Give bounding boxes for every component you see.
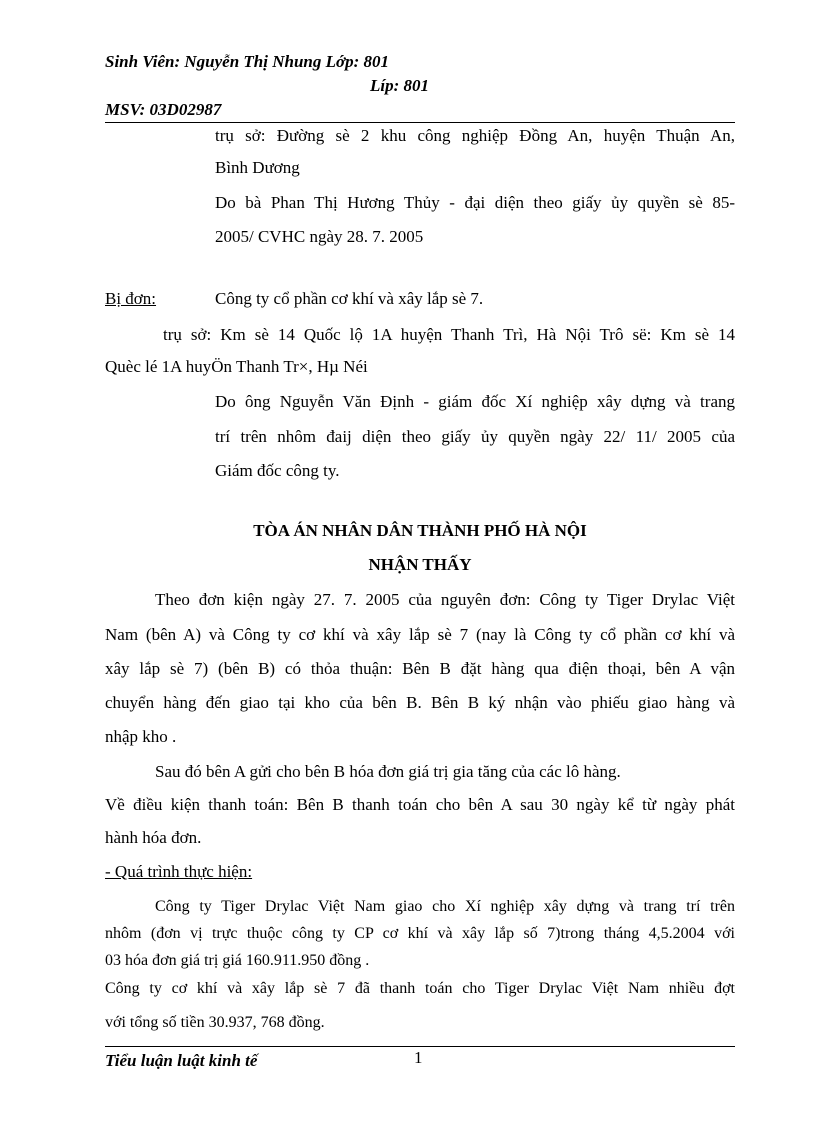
defendant-representative-line2: trí trên nhôm đaij diện theo giấy ủy quyền ngày 22/ 11/ 2005 của bbox=[215, 427, 735, 446]
body-p4-line1: Công ty Tiger Drylac Việt Nam giao cho Xí nghiệp xây dựng và trang trí trên bbox=[155, 898, 735, 915]
defendant-name: Công ty cổ phần cơ khí và xây lắp sè 7. bbox=[215, 289, 484, 308]
defendant-representative-line1: Do ông Nguyễn Văn Định - giám đốc Xí nghiệp xây dựng và trang bbox=[215, 392, 735, 411]
court-title: TÒA ÁN NHÂN DÂN THÀNH PHỐ HÀ NỘI bbox=[253, 521, 587, 540]
body-p1-line2: Nam (bên A) và Công ty cơ khí và xây lắp sè 7 (nay là Công ty cổ phần cơ khí và bbox=[105, 625, 735, 644]
body-p3-line2: hành hóa đơn. bbox=[105, 828, 202, 847]
plaintiff-representative-line2: 2005/ CVHC ngày 28. 7. 2005 bbox=[215, 227, 424, 246]
header-class: Líp: 801 bbox=[370, 76, 430, 95]
defendant-address-line2: Quèc lé 1A huyÖn Thanh Tr×, Hµ Néi bbox=[105, 357, 368, 376]
plaintiff-address-line2: Bình Dương bbox=[215, 158, 300, 177]
body-p4-line2: nhôm (đơn vị trực thuộc công ty CP cơ khí và xây lắp số 7)trong tháng 4,5.2004 với bbox=[105, 925, 735, 942]
body-p5-line1: Công ty cơ khí và xây lắp sè 7 đã thanh toán cho Tiger Drylac Việt Nam nhiều đợt bbox=[105, 980, 735, 997]
section-title: NHẬN THẤY bbox=[368, 555, 472, 574]
defendant-address-line1: trụ sở: Km sè 14 Quốc lộ 1A huyện Thanh Trì, Hà Nội Trô së: Km sè 14 bbox=[163, 325, 735, 344]
process-heading: - Quá trình thực hiện: bbox=[105, 862, 253, 881]
header-rule bbox=[105, 122, 735, 123]
page-number: 1 bbox=[414, 1048, 423, 1067]
defendant-label: Bị đơn: bbox=[105, 289, 157, 308]
header-student-name: Sinh Viên: Nguyễn Thị Nhung Lớp: 801 bbox=[105, 52, 390, 71]
footer-title: Tiểu luận luật kinh tế bbox=[105, 1051, 258, 1070]
body-p1-line5: nhập kho . bbox=[105, 727, 177, 746]
plaintiff-address-line1: trụ sở: Đường sè 2 khu công nghiệp Đồng An, huyện Thuận An, bbox=[215, 126, 735, 145]
body-p1-line1: Theo đơn kiện ngày 27. 7. 2005 của nguyên đơn: Công ty Tiger Drylac Việt bbox=[155, 590, 735, 609]
header-student-id: MSV: 03D02987 bbox=[105, 100, 222, 119]
body-p3-line1: Về điều kiện thanh toán: Bên B thanh toán cho bên A sau 30 ngày kể từ ngày phát bbox=[105, 795, 735, 814]
body-p5-line2: với tổng số tiền 30.937, 768 đồng. bbox=[105, 1014, 325, 1031]
body-p2: Sau đó bên A gửi cho bên B hóa đơn giá trị gia tăng của các lô hàng. bbox=[155, 762, 621, 781]
body-p1-line3: xây lắp sè 7) (bên B) có thỏa thuận: Bên B đặt hàng qua điện thoại, bên A vận bbox=[105, 659, 735, 678]
body-p1-line4: chuyển hàng đến giao tại kho của bên B. Bên B ký nhận vào phiếu giao hàng và bbox=[105, 693, 735, 712]
footer-rule bbox=[105, 1046, 735, 1047]
plaintiff-representative-line1: Do bà Phan Thị Hương Thủy - đại diện theo giấy ủy quyền sè 85- bbox=[215, 193, 735, 212]
defendant-representative-line3: Giám đốc công ty. bbox=[215, 461, 340, 480]
body-p4-line3: 03 hóa đơn giá trị giá 160.911.950 đồng . bbox=[105, 952, 370, 969]
